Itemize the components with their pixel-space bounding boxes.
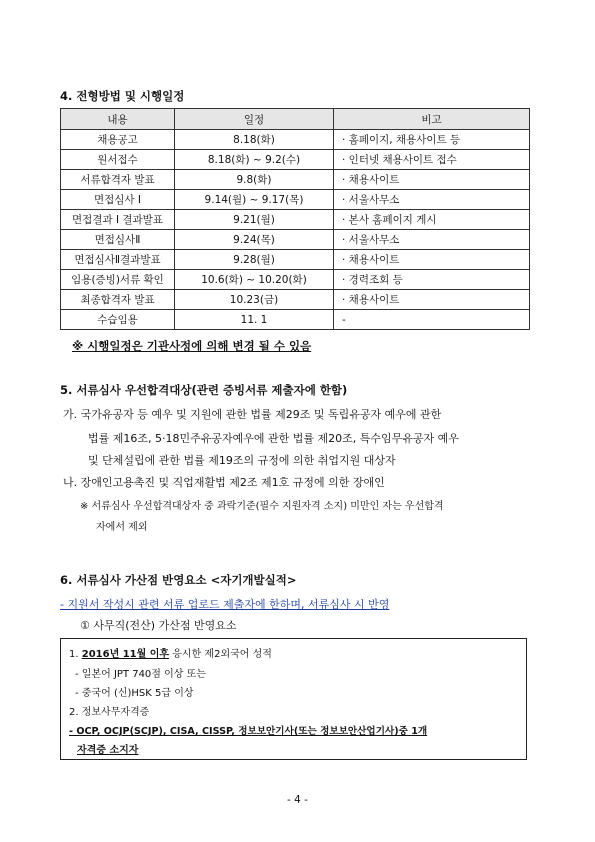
cell-content: 채용공고 xyxy=(61,130,175,150)
cell-schedule: 10.23(금) xyxy=(175,290,334,310)
cell-content: 면접심사 I xyxy=(61,190,175,210)
cell-content: 최종합격자 발표 xyxy=(61,290,175,310)
item-ga-line2: 법률 제16조, 5·18민주유공자예우에 관한 법률 제20조, 특수임무유공자 예우 xyxy=(88,432,459,445)
bonus-criteria-box xyxy=(60,638,527,760)
table-row xyxy=(61,150,530,170)
cell-content: 원서접수 xyxy=(61,150,175,170)
criteria-it-cert-heading: 2. 정보사무자격증 xyxy=(69,707,150,718)
page-number: - 4 - xyxy=(287,794,308,806)
cell-remarks: · 서울사무소 xyxy=(334,190,530,210)
cell-content: 면접심사Ⅱ xyxy=(61,230,175,250)
cell-remarks: · 서울사무소 xyxy=(334,230,530,250)
bonus-subtitle: - 지원서 작성시 관련 서류 업로드 제출자에 한하며, 서류심사 시 반영 xyxy=(60,598,390,611)
table-row xyxy=(61,230,530,250)
priority-note-line1: ※ 서류심사 우선합격대상자 중 과락기준(필수 지원자격 소지) 미만인 자는 우선합격 xyxy=(80,501,444,512)
cell-content: 수습임용 xyxy=(61,310,175,330)
item-na: 나. 장애인고용촉진 및 직업재활법 제2조 제1호 규정에 의한 장애인 xyxy=(63,476,385,489)
section4-title: 4. 전형방법 및 시행일정 xyxy=(60,89,185,103)
cell-remarks: · 채용사이트 xyxy=(334,290,530,310)
schedule-table xyxy=(60,108,530,330)
cell-schedule: 8.18(화) xyxy=(175,130,334,150)
cell-remarks: · 채용사이트 xyxy=(334,170,530,190)
header-schedule: 일정 xyxy=(175,109,334,130)
criteria-line1-prefix: 1. xyxy=(69,649,82,660)
cell-content: 면접결과 I 결과발표 xyxy=(61,210,175,230)
table-row xyxy=(61,210,530,230)
criteria-date-condition: 2016년 11월 이후 xyxy=(81,649,170,660)
header-content: 내용 xyxy=(61,109,175,130)
table-row xyxy=(61,170,530,190)
cell-remarks: - xyxy=(334,310,530,330)
criteria-chinese: - 중국어 (신)HSK 5급 이상 xyxy=(75,688,194,699)
priority-note-line2: 자에서 제외 xyxy=(96,522,148,533)
table-row xyxy=(61,190,530,210)
cell-schedule: 11. 1 xyxy=(175,310,334,330)
table-header-row xyxy=(61,109,530,130)
table-row xyxy=(61,130,530,150)
cell-schedule: 10.6(화) ~ 10.20(화) xyxy=(175,270,334,290)
cell-remarks: · 채용사이트 xyxy=(334,250,530,270)
section6-title: 6. 서류심사 가산점 반영요소 <자기개발실적> xyxy=(60,573,297,587)
criteria-line1 xyxy=(69,645,272,660)
schedule-note: ※ 시행일정은 기관사정에 의해 변경 될 수 있음 xyxy=(72,339,312,353)
cell-remarks: · 경력조회 등 xyxy=(334,270,530,290)
cell-remarks: · 인터넷 채용사이트 접수 xyxy=(334,150,530,170)
item-ga-line3: 및 단체설립에 관한 법률 제19조의 규정에 의한 취업지원 대상자 xyxy=(88,454,396,467)
table-row xyxy=(61,270,530,290)
cell-schedule: 8.18(화) ~ 9.2(수) xyxy=(175,150,334,170)
cell-schedule: 9.14(월) ~ 9.17(목) xyxy=(175,190,334,210)
criteria-japanese: - 일본어 JPT 740점 이상 또는 xyxy=(75,669,206,680)
table-row xyxy=(61,310,530,330)
cell-remarks: · 홈페이지, 채용사이트 등 xyxy=(334,130,530,150)
bonus-item-clerical: ① 사무직(전산) 가산점 반영요소 xyxy=(80,619,237,632)
cell-schedule: 9.24(목) xyxy=(175,230,334,250)
header-remarks: 비고 xyxy=(334,109,530,130)
cell-schedule: 9.8(화) xyxy=(175,170,334,190)
cell-schedule: 9.28(월) xyxy=(175,250,334,270)
cell-schedule: 9.21(월) xyxy=(175,210,334,230)
criteria-it-cert-holder: 자격증 소지자 xyxy=(77,745,139,756)
section5-title: 5. 서류심사 우선합격대상(관련 증빙서류 제출자에 한함) xyxy=(60,383,348,397)
cell-content: 서류합격자 발표 xyxy=(61,170,175,190)
cell-content: 임용(증빙)서류 확인 xyxy=(61,270,175,290)
item-ga-line1: 가. 국가유공자 등 예우 및 지원에 관한 법률 제29조 및 독립유공자 예우에 관한 xyxy=(63,408,442,421)
table-row xyxy=(61,250,530,270)
criteria-line1-suffix: 응시한 제2외국어 성적 xyxy=(169,649,272,660)
cell-remarks: · 본사 홈페이지 게시 xyxy=(334,210,530,230)
criteria-it-cert-list: - OCP, OCJP(SCJP), CISA, CISSP, 정보보안기사(또는 정보보안산업기사)중 1개 xyxy=(69,726,428,737)
table-row xyxy=(61,290,530,310)
cell-content: 면접심사Ⅱ결과발표 xyxy=(61,250,175,270)
